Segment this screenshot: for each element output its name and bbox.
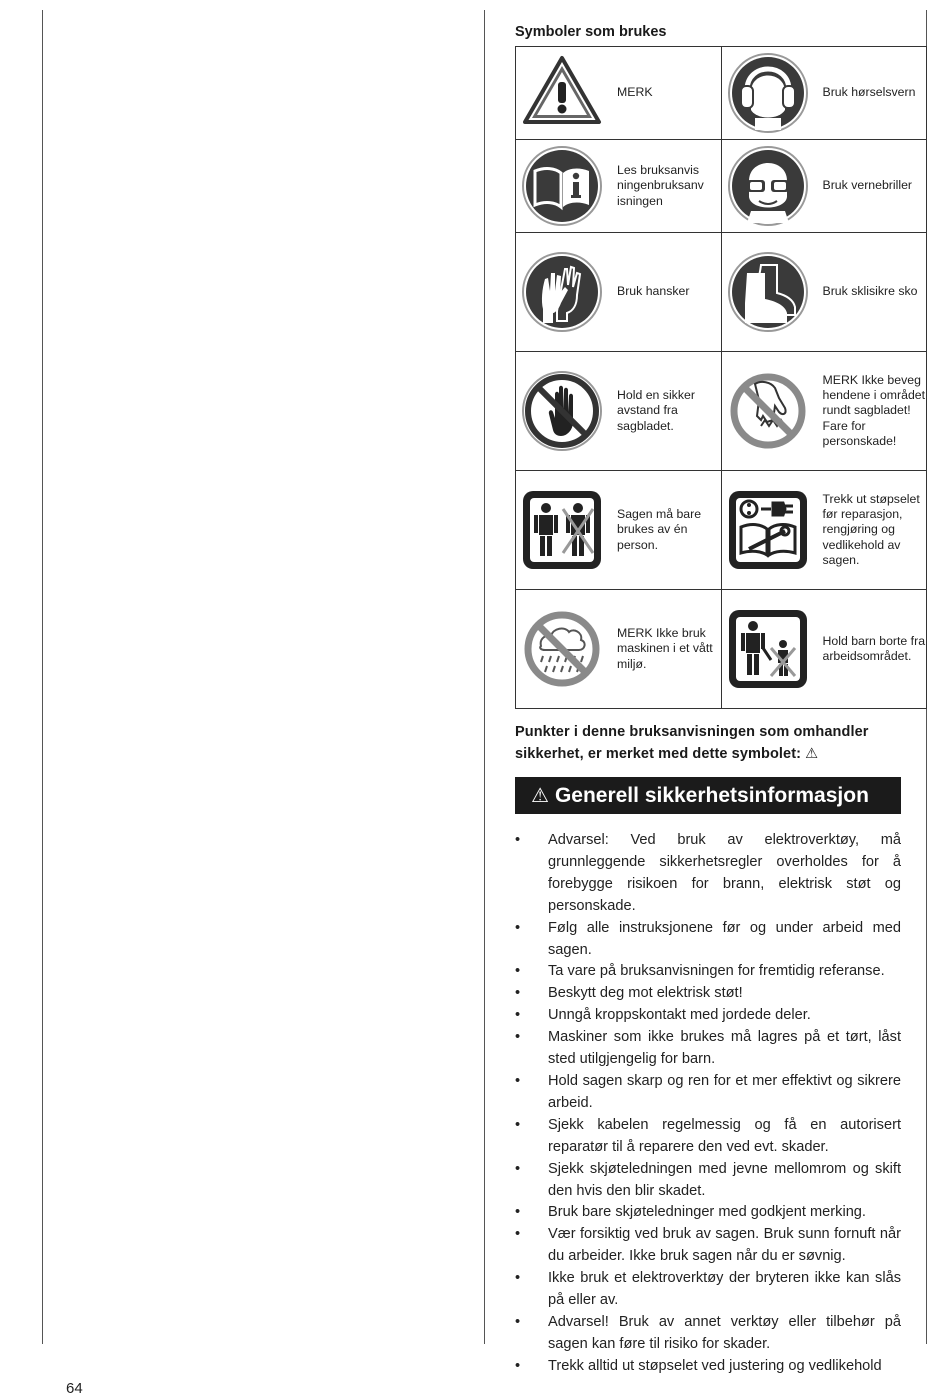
no-hand-near-blade-icon: [727, 370, 809, 452]
list-item-text: Sjekk skjøteledningen med jevne mellomrom og skift den hvis den blir skadet.: [548, 1160, 901, 1199]
list-item: [515, 1356, 901, 1378]
right-column: [515, 24, 927, 1378]
list-item: [515, 1071, 901, 1115]
symbol-cell-no-hand: [516, 352, 722, 471]
list-item: [515, 1312, 901, 1356]
symbol-label-read-manual: Les bruksanvis ningenbruksanv isningen: [617, 163, 704, 208]
symbol-cell-keep-children-away: [721, 590, 927, 709]
bullet-marker: •: [515, 1029, 521, 1046]
list-item-text: Unngå kroppskontakt med jordede deler.: [548, 1007, 811, 1024]
symbol-cell-no-hand-near-blade: [721, 352, 927, 471]
bullet-marker: •: [515, 1007, 521, 1024]
list-item: [515, 1268, 901, 1312]
list-item-text: Bruk bare skjøteledninger med godkjent merking.: [548, 1204, 866, 1221]
gloves-icon: [521, 251, 603, 333]
bullet-marker: •: [515, 1226, 521, 1243]
list-item-text: Hold sagen skarp og ren for et mer effektivt og sikrere arbeid.: [548, 1072, 901, 1111]
list-item: [515, 1159, 901, 1203]
ear-protection-icon: [727, 52, 809, 134]
bullet-marker: •: [515, 1072, 521, 1089]
bullet-marker: •: [515, 1160, 521, 1177]
symbol-label-no-hand-near-blade: MERK Ikke beveg hendene i området rundt sagbladet! Fare for personskade!: [822, 372, 926, 448]
symbol-cell-note: [516, 47, 722, 140]
list-item: [515, 918, 901, 962]
list-item: [515, 1224, 901, 1268]
symbol-cell-single-operator: [516, 471, 722, 590]
bullet-marker: •: [515, 1313, 521, 1330]
list-item-text: Ta vare på bruksanvisningen for fremtidig referanse.: [548, 963, 885, 980]
single-operator-icon: [521, 489, 603, 571]
bullet-marker: •: [515, 1270, 521, 1287]
symbol-label-no-hand: Hold en sikker avstand fra sagbladet.: [617, 388, 695, 433]
list-item-text: Maskiner som ikke brukes må lagres på et tørt, låst sted utilgjengelig for barn.: [548, 1029, 901, 1068]
bullet-marker: •: [515, 832, 521, 848]
list-item: [515, 983, 901, 1005]
list-item: [515, 1005, 901, 1027]
list-item-text: Vær forsiktig ved bruk av sagen. Bruk sunn fornuft når du arbeider. Ikke bruk sagen når du er søvnig.: [548, 1226, 901, 1265]
symbols-heading: Symboler som brukes: [515, 24, 667, 40]
warning-triangle-icon: ⚠: [531, 785, 549, 807]
list-item-text: Advarsel! Bruk av annet verktøy eller tilbehør på sagen kan føre til risiko for skader.: [548, 1313, 901, 1352]
bullet-marker: •: [515, 1116, 521, 1133]
symbol-label-single-operator: Sagen må bare brukes av én person.: [617, 507, 702, 552]
bullet-marker: •: [515, 919, 521, 936]
page-number: 64: [66, 1380, 83, 1397]
list-item-text: Ikke bruk et elektroverktøy der bryteren ikke kan slås på eller av.: [548, 1270, 901, 1309]
bullet-marker: •: [515, 963, 521, 980]
symbol-label-ear-protection: Bruk hørselsvern: [822, 85, 916, 100]
symbols-table: [515, 46, 927, 709]
list-item-text: Trekk alltid ut støpselet ved justering og vedlikehold: [548, 1357, 882, 1374]
symbol-cell-read-manual: [516, 140, 722, 233]
no-rain-icon: [521, 608, 603, 690]
symbol-label-unplug: Trekk ut støpselet før reparasjon, rengjøring og vedlikehold av sagen.: [822, 491, 920, 567]
list-item: [515, 961, 901, 983]
unplug-before-maintenance-icon: [727, 489, 809, 571]
symbol-cell-safety-goggles: [721, 140, 927, 233]
bullet-marker: •: [515, 1357, 521, 1374]
list-item-text: Sjekk kabelen regelmessig og få en autorisert reparatør til å reparere den ved evt. skader.: [548, 1116, 901, 1155]
list-item: [515, 1115, 901, 1159]
safety-goggles-icon: [727, 145, 809, 227]
symbol-label-note: MERK: [617, 85, 653, 100]
bullet-marker: •: [515, 1204, 521, 1221]
safety-boots-icon: [727, 251, 809, 333]
center-column-rule: [484, 10, 485, 1344]
safety-symbol-intro: Punkter i denne bruksanvisningen som omhandler sikkerhet, er merket med dette symbolet: ⚠: [515, 724, 869, 762]
section-title: Generell sikkerhetsinformasjon: [554, 783, 869, 807]
list-item: [515, 830, 901, 918]
symbol-cell-safety-boots: [721, 233, 927, 352]
symbol-cell-ear-protection: [721, 47, 927, 140]
symbol-label-safety-boots: Bruk sklisikre sko: [822, 284, 918, 299]
left-margin-rule: [42, 10, 43, 1344]
warning-triangle-icon: [521, 52, 603, 134]
no-hand-icon: [521, 370, 603, 452]
list-item-text: Følg alle instruksjonene før og under arbeid med sagen.: [548, 919, 901, 958]
list-item-text: Advarsel: Ved bruk av elektroverktøy, må grunnleggende sikkerhetsregler overholdes for å forebygge risikoen for brann, elektrisk støt og personskade.: [548, 832, 901, 914]
symbol-cell-gloves: [516, 233, 722, 352]
symbol-cell-no-rain: [516, 590, 722, 709]
section-banner: [515, 777, 901, 814]
bullet-marker: •: [515, 985, 521, 1002]
list-item: [515, 1202, 901, 1224]
symbol-label-no-rain: MERK Ikke bruk maskinen i et vått miljø.: [617, 626, 713, 671]
safety-bullet-list: [515, 830, 901, 1378]
keep-children-away-icon: [727, 608, 809, 690]
symbol-label-gloves: Bruk hansker: [617, 284, 690, 299]
symbol-label-keep-children-away: Hold barn borte fra arbeidsområdet.: [822, 633, 926, 663]
list-item: [515, 1027, 901, 1071]
read-manual-icon: [521, 145, 603, 227]
symbol-label-safety-goggles: Bruk vernebriller: [822, 178, 913, 193]
symbol-cell-unplug: [721, 471, 927, 590]
list-item-text: Beskytt deg mot elektrisk støt!: [548, 985, 743, 1002]
